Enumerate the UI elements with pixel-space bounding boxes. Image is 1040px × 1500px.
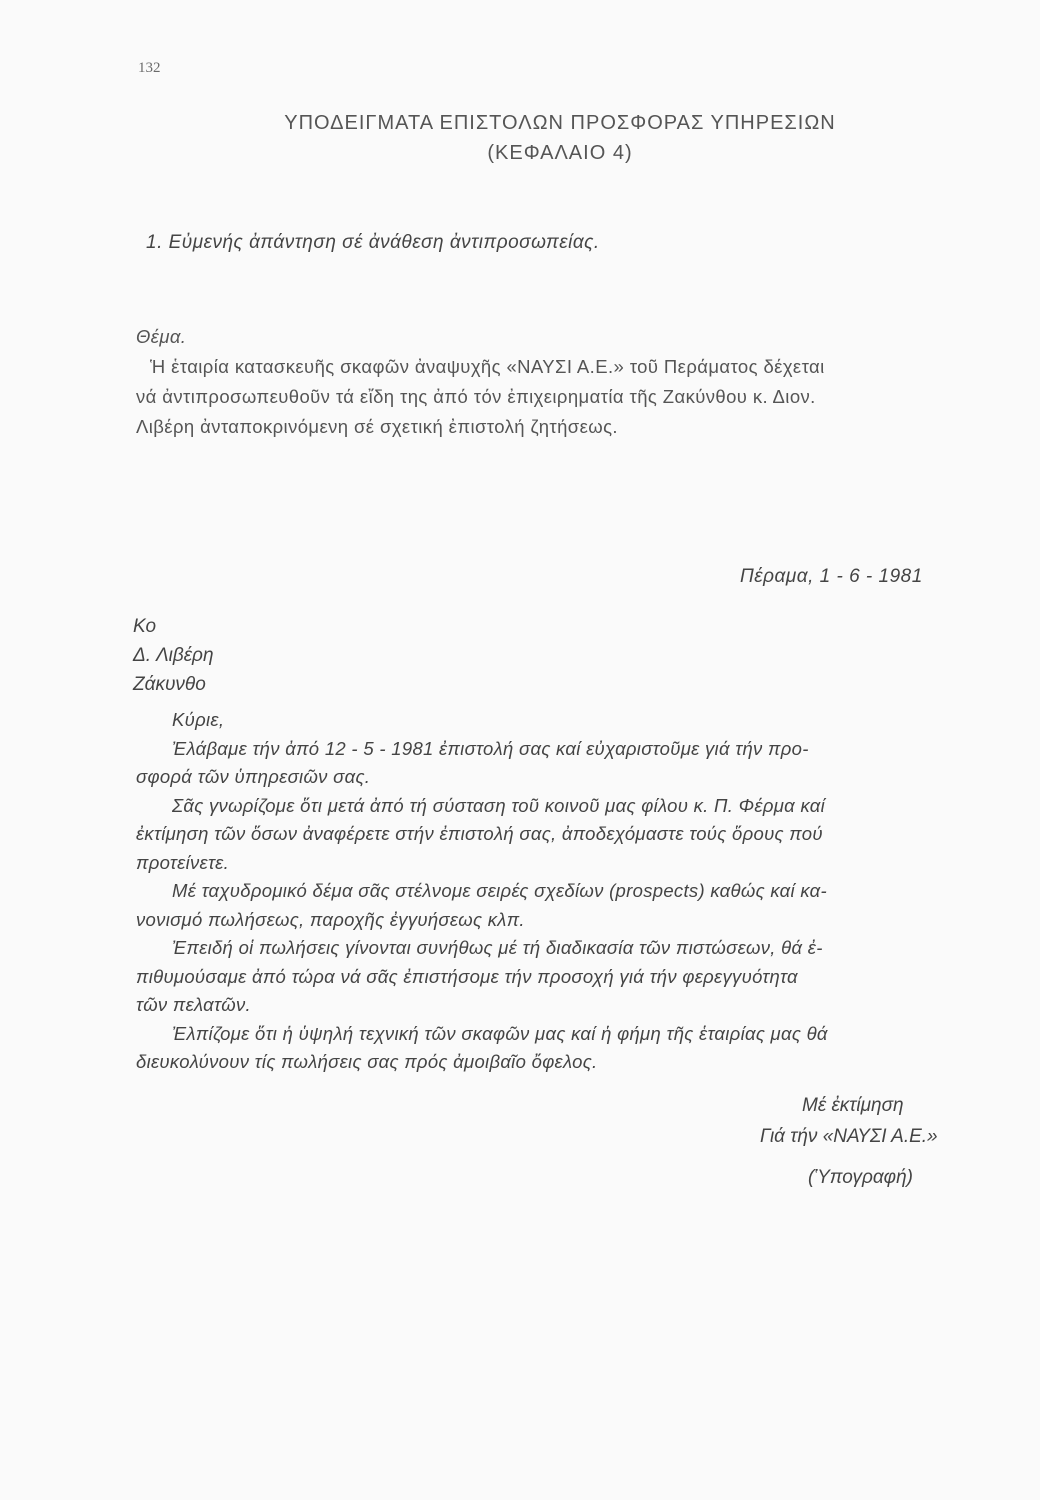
signature-placeholder: (Ὑπογραφή) xyxy=(808,1167,913,1188)
section-heading: 1. Εὐμενής ἀπάντηση σέ ἀνάθεση ἀντιπροσωπείας. xyxy=(146,232,600,253)
letter-closing xyxy=(760,1090,938,1193)
body-line: Ἐλπίζομε ὅτι ἡ ὑψηλή τεχνική τῶν σκαφῶν μας καί ἡ φήμη τῆς ἑταιρίας μας θά xyxy=(172,1022,828,1044)
subject-line: Λιβέρη ἀνταποκρινόμενη σέ σχετική ἐπιστολή ζητήσεως. xyxy=(136,416,618,437)
body-line: Ἐπειδή οἱ πωλήσεις γίνονται συνήθως μέ τή διαδικασία τῶν πιστώσεων, θά ἐ- xyxy=(172,937,823,958)
chapter-title-line1: ΥΠΟΔΕΙΓΜΑΤΑ ΕΠΙΣΤΟΛΩΝ ΠΡΟΣΦΟΡΑΣ ΥΠΗΡΕΣΙΩΝ xyxy=(284,112,836,134)
body-line: νονισμό πωλήσεως, παροχῆς ἐγγυήσεως κλπ. xyxy=(136,908,525,930)
body-line: τῶν πελατῶν. xyxy=(136,994,251,1015)
letter-date: Πέραμα, 1 - 6 - 1981 xyxy=(740,566,923,587)
body-line: Μέ ταχυδρομικό δέμα σᾶς στέλνομε σειρές σχεδίων (prospects) καθώς καί κα- xyxy=(172,880,827,901)
subject-line: νά ἀντιπροσωπευθοῦν τά εἴδη της ἀπό τόν ἐπιχειρηματία τῆς Ζακύνθου κ. Διον. xyxy=(136,386,816,407)
page-number: 132 xyxy=(138,60,161,76)
body-line: πιθυμούσαμε ἀπό τώρα νά σᾶς ἐπιστήσομε τήν προσοχή γιά τήν φερεγγυότητα xyxy=(136,965,798,987)
body-line: Ἐλάβαμε τήν ἀπό 12 - 5 - 1981 ἐπιστολή σας καί εὐχαριστοῦμε γιά τήν προ- xyxy=(172,737,809,759)
body-line: προτείνετε. xyxy=(136,851,230,873)
subject-block xyxy=(136,322,996,442)
body-line: Σᾶς γνωρίζομε ὅτι μετά ἀπό τή σύσταση τοῦ κοινοῦ μας φίλου κ. Π. Φέρμα καί xyxy=(172,794,826,816)
subject-line: Ἡ ἑταιρία κατασκευῆς σκαφῶν ἀναψυχῆς «ΝΑΥΣΙ Α.Ε.» τοῦ Περάματος δέχεται xyxy=(150,356,825,377)
recipient-line: Κο xyxy=(133,616,157,637)
chapter-title-line2: (ΚΕΦΑΛΑΙΟ 4) xyxy=(487,142,633,164)
chapter-title xyxy=(240,108,880,168)
letter-body xyxy=(136,706,1016,1077)
closing-phrase: Μέ ἐκτίμηση xyxy=(802,1095,904,1116)
body-line: διευκολύνουν τίς πωλήσεις σας πρός ἀμοιβαῖο ὄφελος. xyxy=(136,1051,598,1072)
body-line: σφορά τῶν ὑπηρεσιῶν σας. xyxy=(136,766,371,787)
recipient-line: Ζάκυνθο xyxy=(133,674,206,695)
salutation: Κύριε, xyxy=(172,709,225,730)
closing-company: Γιά τήν «ΝΑΥΣΙ Α.Ε.» xyxy=(760,1126,938,1147)
recipient-address xyxy=(133,612,214,699)
body-line: ἐκτίμηση τῶν ὅσων ἀναφέρετε στήν ἐπιστολή σας, ἀποδεχόμαστε τούς ὅρους πού xyxy=(136,823,823,844)
recipient-line: Δ. Λιβέρη xyxy=(133,645,214,666)
subject-label: Θέμα. xyxy=(136,326,187,347)
